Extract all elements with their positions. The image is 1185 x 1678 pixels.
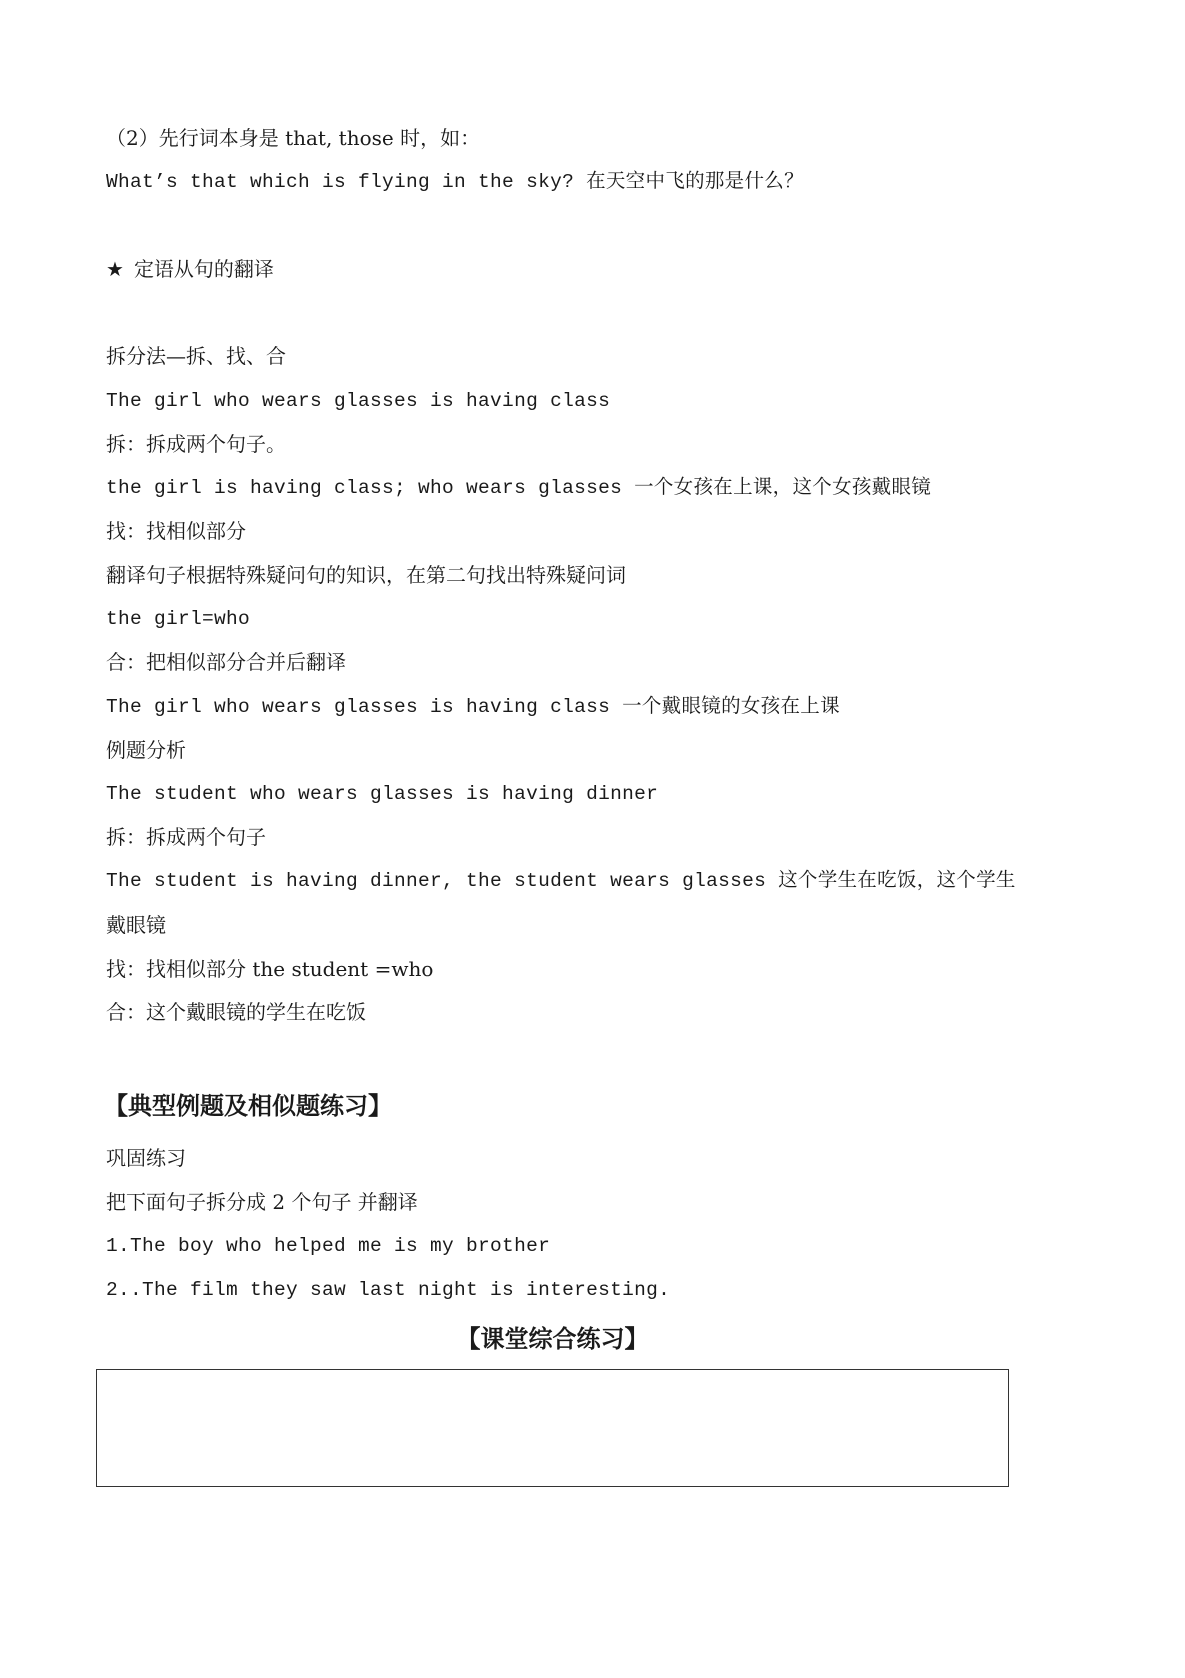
example-merge-line: 合：这个戴眼镜的学生在吃饭 [106, 1000, 366, 1024]
example-split-result-line2: 戴眼镜 [106, 913, 166, 937]
practice-instruction: 把下面句子拆分成 2 个句子 并翻译 [106, 1190, 418, 1214]
find-explain: 翻译句子根据特殊疑问句的知识，在第二句找出特殊疑问词 [106, 563, 626, 587]
translation-title-text: 定语从句的翻译 [133, 257, 274, 281]
star-icon: ★ [106, 257, 124, 281]
merge-result: The girl who wears glasses is having class 一个戴眼镜的女孩在上课 [106, 696, 840, 718]
example-split-label: 拆：拆成两个句子 [106, 825, 266, 849]
merge-label: 合：把相似部分合并后翻译 [106, 650, 346, 674]
find-label: 找：找相似部分 [106, 519, 246, 543]
split-label: 拆：拆成两个句子。 [106, 432, 286, 456]
classroom-practice-heading: 【课堂综合练习】 [456, 1325, 649, 1353]
practice-subtitle: 巩固练习 [106, 1146, 186, 1170]
answer-box[interactable] [96, 1369, 1009, 1487]
split-result: the girl is having class; who wears glasses 一个女孩在上课，这个女孩戴眼镜 [106, 477, 932, 499]
example-split-result-line1: The student is having dinner, the student wears glasses 这个学生在吃饭，这个学生 [106, 870, 1016, 892]
practice-item-1: 1.The boy who helped me is my brother [106, 1235, 551, 1257]
translation-section-title [106, 256, 274, 282]
split-method-title: 拆分法—拆、找、合 [106, 344, 286, 368]
split-method-sentence: The girl who wears glasses is having class [106, 390, 611, 412]
practice-item-2: 2..The film they saw last night is interesting. [106, 1279, 671, 1301]
antecedent-example: What’s that which is flying in the sky? 在天空中飞的那是什么？ [106, 171, 804, 193]
antecedent-rule: （2）先行词本身是 that, those 时，如： [106, 126, 481, 150]
find-result: the girl=who [106, 608, 251, 630]
example-sentence: The student who wears glasses is having dinner [106, 783, 659, 805]
example-analysis-title: 例题分析 [106, 738, 186, 762]
example-find-line: 找：找相似部分 the student =who [106, 957, 434, 981]
typical-examples-heading: 【典型例题及相似题练习】 [104, 1092, 392, 1120]
